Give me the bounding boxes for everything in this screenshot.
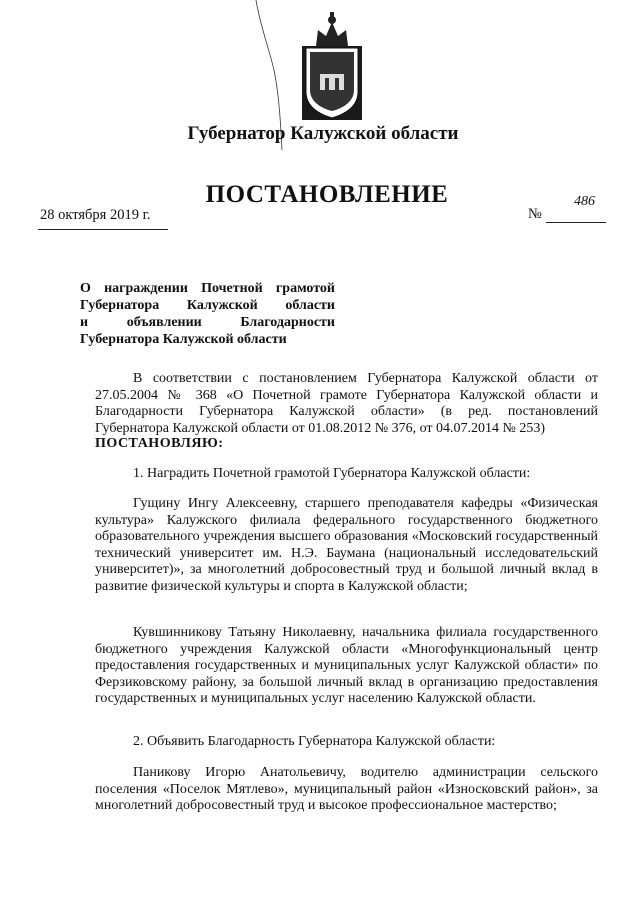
document-type-heading: ПОСТАНОВЛЕНИЕ [205,181,449,208]
preamble-paragraph [95,371,598,437]
subject-block [80,280,335,348]
award-paragraph-2 [95,625,598,708]
subject-line: и объявлении Благодарности [80,315,335,330]
issuer-title: Губернатор Калужской области [187,123,459,144]
award-1-text: Гущину Ингу Алексеевну, старшего преподавателя кафедры «Физическая культура» Калужского филиала федерального государственного бюджетного образовательного учреждения высшего образования «Московский государственный технический университет им. Н.Э. Баумана (национальный исследовательский университет)», за многолетний добросовестный труд и большой личный вклад в развитие физической культуры и спорта в Калужской области; [95,496,598,594]
item-1-heading: 1. Наградить Почетной грамотой Губернатора Калужской области: [133,466,531,481]
award-2-text: Кувшинникову Татьяну Николаевну, начальника филиала государственного бюджетного учреждения Калужской области «Многофункциональный центр предоставления государственных и муниципальных услуг Калужской области» по Ферзиковскому району, за большой личный вклад в организацию предоставления государственных и муниципальных услуг населению Калужской области. [95,625,598,706]
award-paragraph-1 [95,496,598,595]
thanks-1-text: Паникову Игорю Анатольевичу, водителю администрации сельского поселения «Поселок Мятлево», муниципальный район «Износковский район», за многолетний добросовестный труд и высокое профессиональное мастерство; [95,765,598,813]
coat-of-arms-emblem [300,12,364,122]
thanks-paragraph-1 [95,765,598,815]
subject-line: О награждении Почетной грамотой [80,281,335,296]
number-underline [546,222,606,223]
document-date: 28 октября 2019 г. [40,207,151,223]
decree-word: ПОСТАНОВЛЯЮ: [95,436,224,451]
preamble-text: В соответствии с постановлением Губернатора Калужской области от 27.05.2004 № 368 «О Почетной грамоте Губернатора Калужской области и Благодарности Губернатора Калужской области» (в ред. постановлений Губернатора Калужской области от 01.08.2012 № 376, от 04.07.2014 № 253) [95,371,598,436]
number-label: № [528,206,542,222]
date-underline [38,229,168,230]
item-2-heading: 2. Объявить Благодарность Губернатора Калужской области: [133,734,496,749]
subject-line: Губернатора Калужской области [80,332,287,347]
subject-line: Губернатора Калужской области [80,298,335,313]
document-number: 486 [574,194,595,209]
